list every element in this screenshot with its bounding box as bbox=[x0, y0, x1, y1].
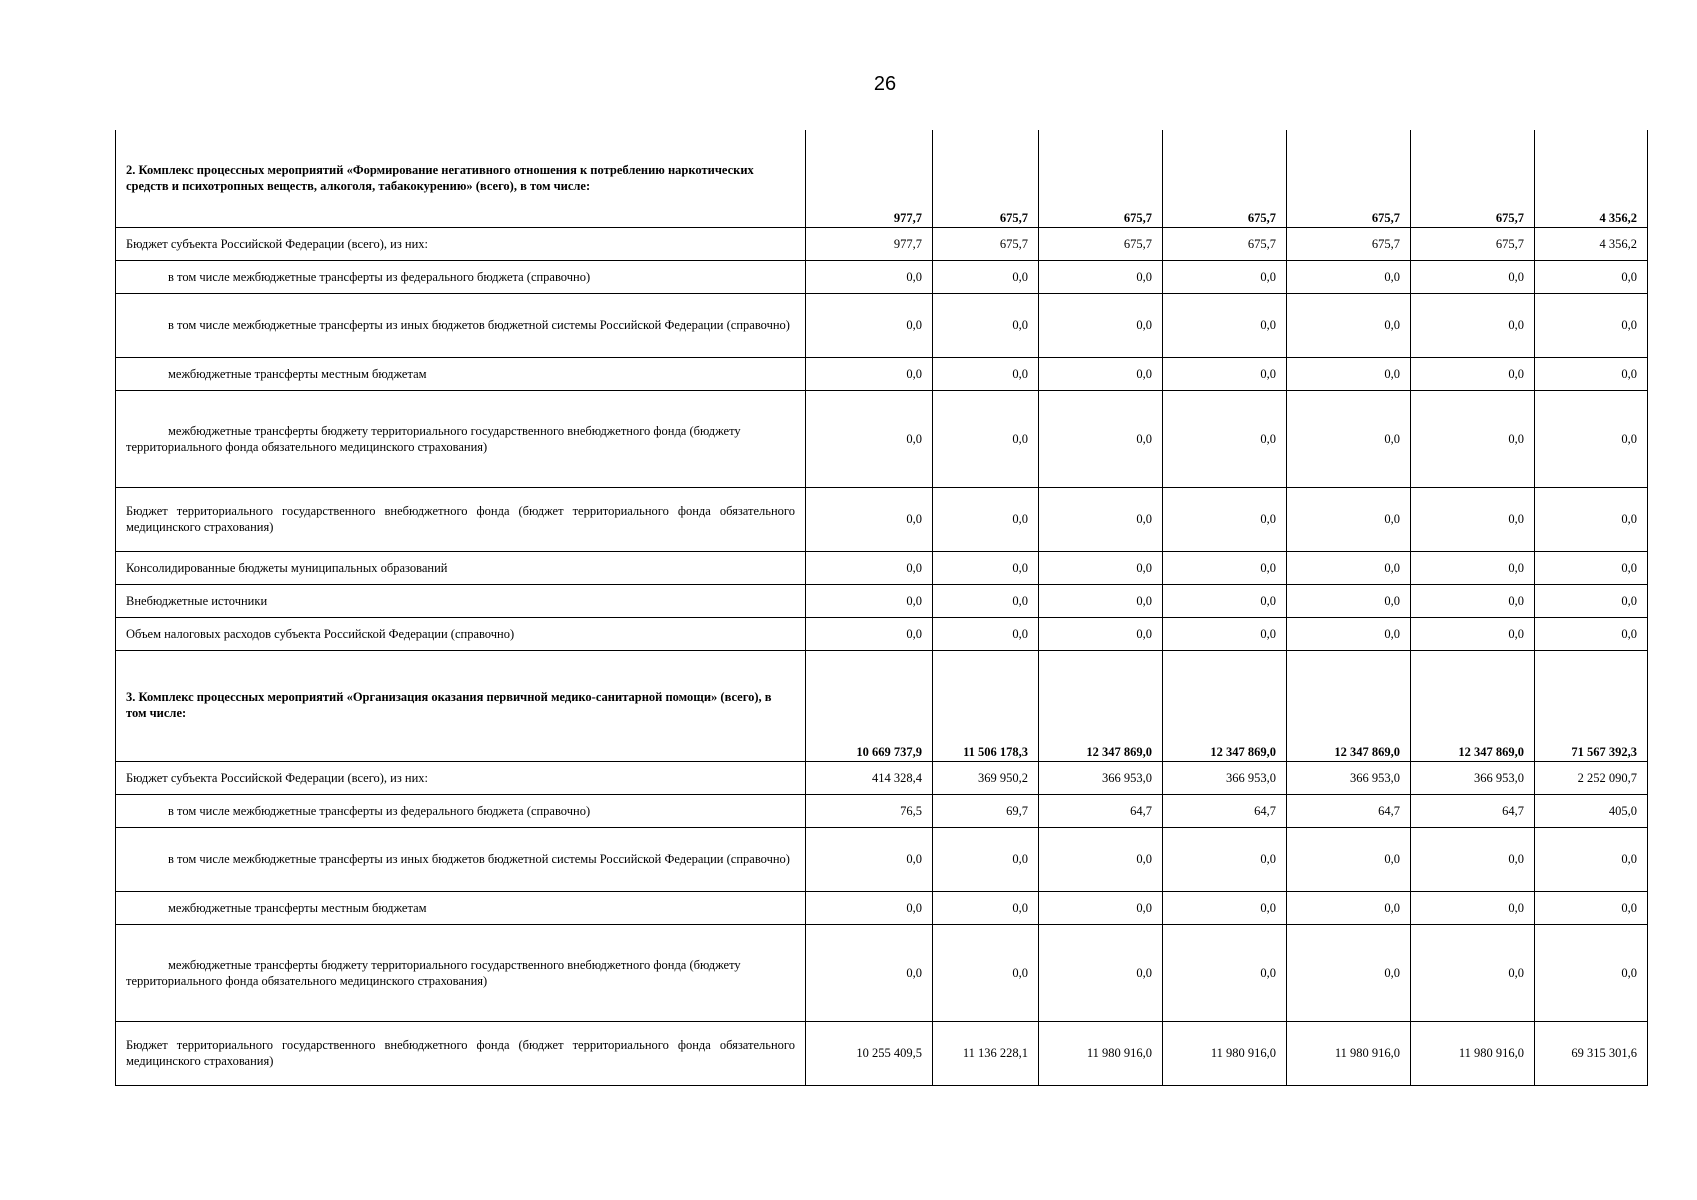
row-total-value: 0,0 bbox=[1535, 924, 1648, 1021]
table-row bbox=[116, 924, 1648, 1021]
row-year-value: 675,7 bbox=[1163, 130, 1287, 227]
row-total-value: 0,0 bbox=[1535, 584, 1648, 617]
table-row bbox=[116, 390, 1648, 487]
row-year-value: 0,0 bbox=[1039, 584, 1163, 617]
row-label: в том числе межбюджетные трансферты из федерального бюджета (справочно) bbox=[116, 794, 806, 827]
row-year-value: 0,0 bbox=[933, 891, 1039, 924]
row-year-value: 0,0 bbox=[1411, 357, 1535, 390]
row-year-value: 0,0 bbox=[1163, 357, 1287, 390]
row-year-value: 64,7 bbox=[1287, 794, 1411, 827]
row-total-value: 0,0 bbox=[1535, 293, 1648, 357]
row-year-value: 0,0 bbox=[1163, 260, 1287, 293]
row-year-value: 0,0 bbox=[1287, 390, 1411, 487]
row-year-value: 69,7 bbox=[933, 794, 1039, 827]
row-year-value: 0,0 bbox=[1287, 551, 1411, 584]
row-year-value: 11 980 916,0 bbox=[1039, 1021, 1163, 1085]
row-label: межбюджетные трансферты местным бюджетам bbox=[116, 891, 806, 924]
row-year-value: 11 980 916,0 bbox=[1411, 1021, 1535, 1085]
row-year-value: 414 328,4 bbox=[806, 761, 933, 794]
row-year-value: 0,0 bbox=[933, 357, 1039, 390]
row-year-value: 0,0 bbox=[1411, 891, 1535, 924]
table-row bbox=[116, 551, 1648, 584]
row-year-value: 11 980 916,0 bbox=[1163, 1021, 1287, 1085]
row-year-value: 977,7 bbox=[806, 130, 933, 227]
row-label: межбюджетные трансферты бюджету территориального государственного внебюджетного фонда (бюджету территориального фонда обязательного медицинского страхования) bbox=[116, 924, 806, 1021]
row-year-value: 366 953,0 bbox=[1287, 761, 1411, 794]
row-year-value: 0,0 bbox=[1163, 390, 1287, 487]
row-year-value: 0,0 bbox=[806, 260, 933, 293]
row-year-value: 0,0 bbox=[933, 293, 1039, 357]
row-year-value: 0,0 bbox=[933, 260, 1039, 293]
row-year-value: 64,7 bbox=[1163, 794, 1287, 827]
row-total-value: 71 567 392,3 bbox=[1535, 650, 1648, 761]
row-year-value: 366 953,0 bbox=[1411, 761, 1535, 794]
row-year-value: 0,0 bbox=[1163, 924, 1287, 1021]
budget-table bbox=[115, 130, 1648, 1086]
row-year-value: 0,0 bbox=[933, 924, 1039, 1021]
row-total-value: 69 315 301,6 bbox=[1535, 1021, 1648, 1085]
row-year-value: 0,0 bbox=[1163, 827, 1287, 891]
row-year-value: 0,0 bbox=[1039, 293, 1163, 357]
row-year-value: 0,0 bbox=[1287, 260, 1411, 293]
row-year-value: 675,7 bbox=[933, 227, 1039, 260]
row-year-value: 0,0 bbox=[806, 617, 933, 650]
row-year-value: 0,0 bbox=[1163, 584, 1287, 617]
table-row bbox=[116, 293, 1648, 357]
row-label: в том числе межбюджетные трансферты из иных бюджетов бюджетной системы Российской Федерации (справочно) bbox=[116, 827, 806, 891]
row-year-value: 366 953,0 bbox=[1163, 761, 1287, 794]
row-total-value: 0,0 bbox=[1535, 551, 1648, 584]
row-label: 2. Комплекс процессных мероприятий «Формирование негативного отношения к потреблению наркотических средств и психотропных веществ, алкоголя, табакокурению» (всего), в том числе: bbox=[116, 130, 806, 227]
row-label: в том числе межбюджетные трансферты из иных бюджетов бюджетной системы Российской Федерации (справочно) bbox=[116, 293, 806, 357]
row-total-value: 2 252 090,7 bbox=[1535, 761, 1648, 794]
row-year-value: 369 950,2 bbox=[933, 761, 1039, 794]
row-year-value: 0,0 bbox=[1411, 260, 1535, 293]
row-year-value: 0,0 bbox=[1039, 551, 1163, 584]
row-year-value: 0,0 bbox=[1039, 924, 1163, 1021]
row-year-value: 0,0 bbox=[1411, 551, 1535, 584]
row-year-value: 675,7 bbox=[1287, 227, 1411, 260]
row-year-value: 64,7 bbox=[1411, 794, 1535, 827]
table-row bbox=[116, 827, 1648, 891]
row-year-value: 977,7 bbox=[806, 227, 933, 260]
row-year-value: 0,0 bbox=[933, 617, 1039, 650]
table-row bbox=[116, 794, 1648, 827]
row-year-value: 0,0 bbox=[1163, 617, 1287, 650]
row-label: Внебюджетные источники bbox=[116, 584, 806, 617]
row-label: в том числе межбюджетные трансферты из федерального бюджета (справочно) bbox=[116, 260, 806, 293]
row-year-value: 675,7 bbox=[1163, 227, 1287, 260]
section-header-row bbox=[116, 130, 1648, 227]
row-year-value: 0,0 bbox=[933, 390, 1039, 487]
row-year-value: 366 953,0 bbox=[1039, 761, 1163, 794]
row-year-value: 0,0 bbox=[1039, 827, 1163, 891]
row-year-value: 0,0 bbox=[1287, 827, 1411, 891]
row-label: межбюджетные трансферты местным бюджетам bbox=[116, 357, 806, 390]
row-year-value: 10 669 737,9 bbox=[806, 650, 933, 761]
row-year-value: 0,0 bbox=[1287, 487, 1411, 551]
row-year-value: 0,0 bbox=[1039, 891, 1163, 924]
row-year-value: 675,7 bbox=[1411, 227, 1535, 260]
table-row bbox=[116, 357, 1648, 390]
row-year-value: 0,0 bbox=[1039, 487, 1163, 551]
table-row bbox=[116, 761, 1648, 794]
row-year-value: 0,0 bbox=[1411, 827, 1535, 891]
row-year-value: 11 136 228,1 bbox=[933, 1021, 1039, 1085]
table-row bbox=[116, 1021, 1648, 1085]
row-year-value: 0,0 bbox=[1287, 584, 1411, 617]
row-year-value: 0,0 bbox=[1287, 891, 1411, 924]
row-year-value: 0,0 bbox=[1411, 584, 1535, 617]
row-label: Объем налоговых расходов субъекта Российской Федерации (справочно) bbox=[116, 617, 806, 650]
row-year-value: 0,0 bbox=[806, 487, 933, 551]
row-year-value: 12 347 869,0 bbox=[1287, 650, 1411, 761]
row-year-value: 0,0 bbox=[1287, 924, 1411, 1021]
row-year-value: 675,7 bbox=[1039, 130, 1163, 227]
row-total-value: 0,0 bbox=[1535, 390, 1648, 487]
row-year-value: 0,0 bbox=[806, 584, 933, 617]
row-year-value: 0,0 bbox=[933, 827, 1039, 891]
row-year-value: 0,0 bbox=[806, 357, 933, 390]
row-label: Бюджет территориального государственного внебюджетного фонда (бюджет территориального фонда обязательного медицинского страхования) bbox=[116, 487, 806, 551]
row-label: Бюджет территориального государственного внебюджетного фонда (бюджет территориального фонда обязательного медицинского страхования) bbox=[116, 1021, 806, 1085]
table-row bbox=[116, 487, 1648, 551]
row-year-value: 675,7 bbox=[1411, 130, 1535, 227]
row-year-value: 0,0 bbox=[933, 487, 1039, 551]
row-total-value: 0,0 bbox=[1535, 827, 1648, 891]
row-label: Бюджет субъекта Российской Федерации (всего), из них: bbox=[116, 227, 806, 260]
row-total-value: 0,0 bbox=[1535, 357, 1648, 390]
row-total-value: 0,0 bbox=[1535, 891, 1648, 924]
row-label: Бюджет субъекта Российской Федерации (всего), из них: bbox=[116, 761, 806, 794]
table-row bbox=[116, 584, 1648, 617]
row-year-value: 0,0 bbox=[1287, 293, 1411, 357]
row-year-value: 12 347 869,0 bbox=[1163, 650, 1287, 761]
table-row bbox=[116, 617, 1648, 650]
row-year-value: 11 980 916,0 bbox=[1287, 1021, 1411, 1085]
row-total-value: 4 356,2 bbox=[1535, 130, 1648, 227]
row-label: Консолидированные бюджеты муниципальных образований bbox=[116, 551, 806, 584]
table-row bbox=[116, 260, 1648, 293]
row-year-value: 11 506 178,3 bbox=[933, 650, 1039, 761]
row-year-value: 12 347 869,0 bbox=[1411, 650, 1535, 761]
row-year-value: 0,0 bbox=[1163, 487, 1287, 551]
row-total-value: 405,0 bbox=[1535, 794, 1648, 827]
row-total-value: 0,0 bbox=[1535, 260, 1648, 293]
row-year-value: 0,0 bbox=[1039, 390, 1163, 487]
row-year-value: 0,0 bbox=[1039, 617, 1163, 650]
row-year-value: 0,0 bbox=[1411, 924, 1535, 1021]
row-year-value: 0,0 bbox=[933, 584, 1039, 617]
row-year-value: 0,0 bbox=[933, 551, 1039, 584]
row-year-value: 675,7 bbox=[1287, 130, 1411, 227]
row-year-value: 0,0 bbox=[1163, 551, 1287, 584]
row-year-value: 0,0 bbox=[1287, 357, 1411, 390]
row-year-value: 0,0 bbox=[1411, 617, 1535, 650]
table-row bbox=[116, 891, 1648, 924]
section-header-row bbox=[116, 650, 1648, 761]
row-year-value: 0,0 bbox=[806, 827, 933, 891]
row-year-value: 0,0 bbox=[1039, 260, 1163, 293]
row-year-value: 0,0 bbox=[806, 551, 933, 584]
row-year-value: 0,0 bbox=[806, 390, 933, 487]
row-year-value: 0,0 bbox=[1039, 357, 1163, 390]
row-year-value: 0,0 bbox=[1287, 617, 1411, 650]
row-year-value: 0,0 bbox=[806, 924, 933, 1021]
row-total-value: 4 356,2 bbox=[1535, 227, 1648, 260]
row-year-value: 0,0 bbox=[1411, 390, 1535, 487]
row-year-value: 76,5 bbox=[806, 794, 933, 827]
page-number: 26 bbox=[873, 73, 897, 95]
row-year-value: 0,0 bbox=[806, 891, 933, 924]
row-year-value: 0,0 bbox=[1163, 891, 1287, 924]
row-total-value: 0,0 bbox=[1535, 487, 1648, 551]
row-year-value: 0,0 bbox=[806, 293, 933, 357]
row-year-value: 0,0 bbox=[1411, 293, 1535, 357]
row-label: межбюджетные трансферты бюджету территориального государственного внебюджетного фонда (бюджету территориального фонда обязательного медицинского страхования) bbox=[116, 390, 806, 487]
row-year-value: 675,7 bbox=[1039, 227, 1163, 260]
table-row bbox=[116, 227, 1648, 260]
row-year-value: 12 347 869,0 bbox=[1039, 650, 1163, 761]
row-label: 3. Комплекс процессных мероприятий «Организация оказания первичной медико-санитарной помощи» (всего), в том числе: bbox=[116, 650, 806, 761]
row-year-value: 675,7 bbox=[933, 130, 1039, 227]
row-year-value: 0,0 bbox=[1163, 293, 1287, 357]
row-total-value: 0,0 bbox=[1535, 617, 1648, 650]
row-year-value: 64,7 bbox=[1039, 794, 1163, 827]
row-year-value: 0,0 bbox=[1411, 487, 1535, 551]
row-year-value: 10 255 409,5 bbox=[806, 1021, 933, 1085]
